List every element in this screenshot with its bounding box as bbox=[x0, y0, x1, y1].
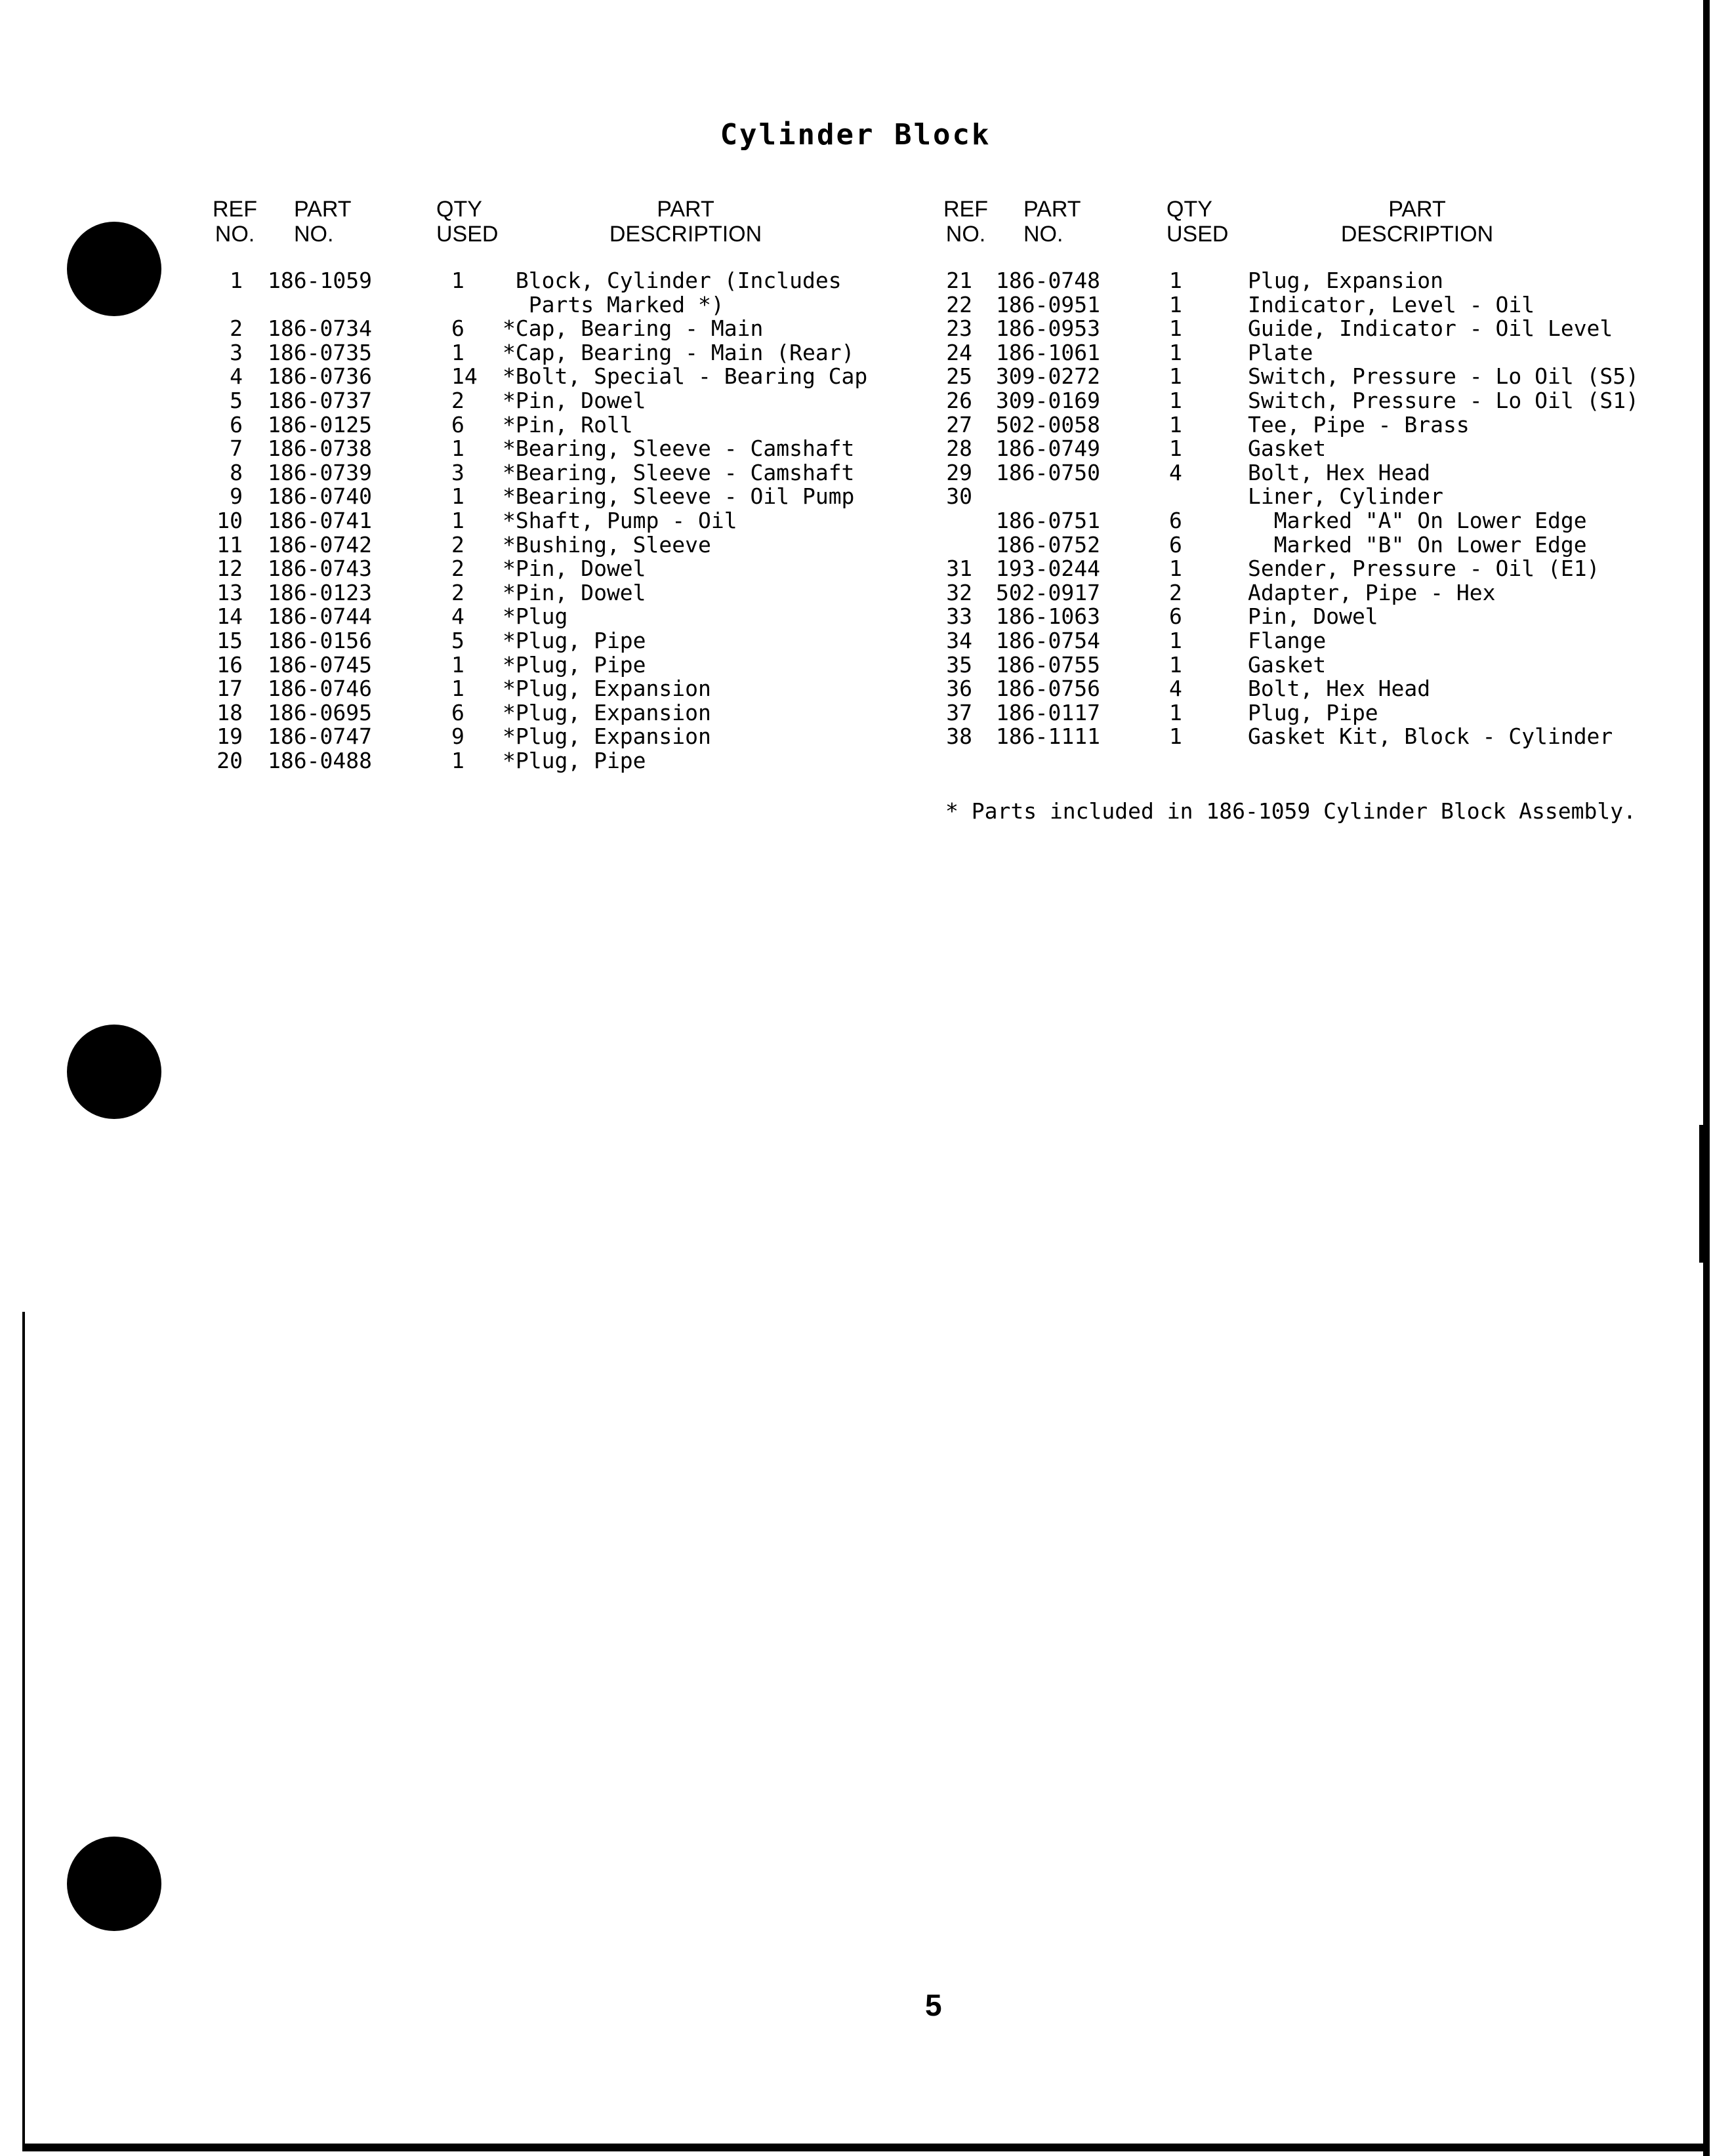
qty-cell: 1 bbox=[451, 339, 464, 365]
qty-cell: 1 bbox=[1169, 436, 1182, 462]
table-row bbox=[190, 629, 886, 653]
part-number-cell: 186-0125 bbox=[268, 411, 372, 437]
table-row bbox=[190, 461, 886, 485]
qty-cell: 1 bbox=[1169, 291, 1182, 317]
table-row bbox=[920, 629, 1701, 653]
ref-cell: 13 bbox=[216, 579, 243, 605]
ref-cell: 22 bbox=[946, 291, 972, 317]
page-edge-mark bbox=[1699, 1125, 1706, 1263]
table-row bbox=[920, 533, 1701, 558]
part-number-cell: 186-0745 bbox=[268, 651, 372, 678]
ref-cell: 18 bbox=[216, 699, 243, 725]
qty-cell: 1 bbox=[451, 268, 464, 293]
description-cell: Gasket Kit, Block - Cylinder bbox=[1248, 723, 1613, 750]
description-cell: Parts Marked *) bbox=[503, 291, 724, 317]
part-number-cell: 186-0156 bbox=[268, 627, 372, 653]
qty-cell: 6 bbox=[451, 411, 464, 437]
ref-cell: 32 bbox=[946, 579, 972, 605]
part-number-cell: 186-0741 bbox=[268, 507, 372, 533]
table-row bbox=[920, 509, 1701, 533]
qty-cell: 6 bbox=[1169, 507, 1182, 533]
part-number-cell: 186-0951 bbox=[996, 291, 1100, 317]
footnote: * Parts included in 186-1059 Cylinder Block Assembly. bbox=[945, 798, 1636, 824]
header-part-no: PART NO. bbox=[1023, 197, 1081, 247]
part-number-cell: 186-0739 bbox=[268, 459, 372, 485]
ref-cell: 16 bbox=[216, 651, 243, 678]
page-border-right bbox=[1703, 0, 1710, 2156]
description-cell: *Bearing, Sleeve - Oil Pump bbox=[503, 483, 855, 510]
qty-cell: 1 bbox=[1169, 411, 1182, 437]
part-number-cell: 186-0695 bbox=[268, 699, 372, 725]
header-description: PART DESCRIPTION bbox=[1340, 197, 1494, 247]
table-row bbox=[920, 437, 1701, 461]
part-number-cell: 186-0735 bbox=[268, 339, 372, 365]
ref-cell: 26 bbox=[946, 387, 972, 413]
ref-cell: 12 bbox=[216, 556, 243, 582]
header-ref: REF NO. bbox=[213, 197, 257, 247]
description-cell: Switch, Pressure - Lo Oil (S1) bbox=[1248, 387, 1639, 413]
part-number-cell: 193-0244 bbox=[996, 556, 1100, 582]
parts-table-right bbox=[920, 269, 1701, 749]
ref-cell: 7 bbox=[230, 436, 243, 462]
table-row bbox=[190, 533, 886, 558]
ref-cell: 1 bbox=[230, 268, 243, 293]
page-number: 5 bbox=[925, 1988, 942, 2022]
description-cell: *Plug, Pipe bbox=[503, 651, 646, 678]
table-row bbox=[190, 749, 886, 773]
description-cell: Tee, Pipe - Brass bbox=[1248, 411, 1470, 437]
ref-cell: 29 bbox=[946, 459, 972, 485]
description-cell: *Plug, Expansion bbox=[503, 676, 711, 702]
description-cell: *Pin, Dowel bbox=[503, 387, 646, 413]
qty-cell: 1 bbox=[1169, 339, 1182, 365]
table-row bbox=[190, 701, 886, 725]
description-cell: *Cap, Bearing - Main (Rear) bbox=[503, 339, 855, 365]
part-number-cell: 186-0123 bbox=[268, 579, 372, 605]
qty-cell: 2 bbox=[1169, 579, 1182, 605]
part-number-cell: 186-0738 bbox=[268, 436, 372, 462]
qty-cell: 2 bbox=[451, 556, 464, 582]
part-number-cell: 186-0736 bbox=[268, 363, 372, 390]
qty-cell: 2 bbox=[451, 387, 464, 413]
ref-cell: 24 bbox=[946, 339, 972, 365]
part-number-cell: 309-0169 bbox=[996, 387, 1100, 413]
table-row bbox=[190, 605, 886, 629]
ref-cell: 34 bbox=[946, 627, 972, 653]
part-number-cell: 186-1111 bbox=[996, 723, 1100, 750]
ref-cell: 15 bbox=[216, 627, 243, 653]
ref-cell: 11 bbox=[216, 531, 243, 558]
description-cell: *Plug, Pipe bbox=[503, 747, 646, 773]
qty-cell: 1 bbox=[451, 676, 464, 702]
table-row bbox=[190, 725, 886, 749]
qty-cell: 14 bbox=[451, 363, 478, 390]
qty-cell: 6 bbox=[451, 315, 464, 342]
page-title: Cylinder Block bbox=[720, 118, 991, 152]
description-cell: *Plug, Pipe bbox=[503, 627, 646, 653]
part-number-cell: 186-1061 bbox=[996, 339, 1100, 365]
description-cell: Switch, Pressure - Lo Oil (S5) bbox=[1248, 363, 1639, 390]
part-number-cell: 186-0756 bbox=[996, 676, 1100, 702]
table-row bbox=[190, 677, 886, 701]
part-number-cell: 309-0272 bbox=[996, 363, 1100, 390]
qty-cell: 1 bbox=[1169, 723, 1182, 750]
qty-cell: 1 bbox=[1169, 363, 1182, 390]
description-cell: *Bolt, Special - Bearing Cap bbox=[503, 363, 868, 390]
table-row bbox=[920, 413, 1701, 437]
part-number-cell: 186-0737 bbox=[268, 387, 372, 413]
qty-cell: 1 bbox=[1169, 556, 1182, 582]
part-number-cell: 502-0058 bbox=[996, 411, 1100, 437]
table-row bbox=[190, 581, 886, 605]
qty-cell: 1 bbox=[1169, 699, 1182, 725]
ref-cell: 14 bbox=[216, 603, 243, 630]
description-cell: *Plug bbox=[503, 603, 568, 630]
header-ref: REF NO. bbox=[943, 197, 988, 247]
ref-cell: 6 bbox=[230, 411, 243, 437]
part-number-cell: 186-0752 bbox=[996, 531, 1100, 558]
qty-cell: 6 bbox=[1169, 531, 1182, 558]
qty-cell: 2 bbox=[451, 531, 464, 558]
description-cell: Liner, Cylinder bbox=[1248, 483, 1444, 510]
description-cell: Flange bbox=[1248, 627, 1327, 653]
qty-cell: 6 bbox=[451, 699, 464, 725]
description-cell: *Bushing, Sleeve bbox=[503, 531, 711, 558]
part-number-cell: 186-0488 bbox=[268, 747, 372, 773]
part-number-cell: 186-0755 bbox=[996, 651, 1100, 678]
qty-cell: 1 bbox=[451, 483, 464, 510]
binder-hole-icon bbox=[67, 1837, 161, 1931]
table-row bbox=[920, 557, 1701, 581]
description-cell: Plug, Pipe bbox=[1248, 699, 1378, 725]
qty-cell: 1 bbox=[1169, 651, 1182, 678]
table-row bbox=[190, 485, 886, 509]
header-qty: QTY USED bbox=[1166, 197, 1229, 247]
ref-cell: 19 bbox=[216, 723, 243, 750]
qty-cell: 4 bbox=[1169, 459, 1182, 485]
description-cell: Pin, Dowel bbox=[1248, 603, 1378, 630]
part-number-cell: 186-0751 bbox=[996, 507, 1100, 533]
description-cell: Gasket bbox=[1248, 436, 1327, 462]
part-number-cell: 186-0747 bbox=[268, 723, 372, 750]
ref-cell: 23 bbox=[946, 315, 972, 342]
ref-cell: 35 bbox=[946, 651, 972, 678]
part-number-cell: 186-0953 bbox=[996, 315, 1100, 342]
part-number-cell: 186-1059 bbox=[268, 268, 372, 293]
part-number-cell: 186-0117 bbox=[996, 699, 1100, 725]
ref-cell: 21 bbox=[946, 268, 972, 293]
table-row bbox=[920, 293, 1701, 317]
description-cell: *Cap, Bearing - Main bbox=[503, 315, 764, 342]
table-row bbox=[920, 269, 1701, 293]
table-row bbox=[920, 725, 1701, 749]
qty-cell: 1 bbox=[1169, 387, 1182, 413]
header-qty: QTY USED bbox=[436, 197, 499, 247]
qty-cell: 1 bbox=[1169, 627, 1182, 653]
table-row bbox=[920, 677, 1701, 701]
table-row bbox=[190, 653, 886, 678]
part-number-cell: 186-0740 bbox=[268, 483, 372, 510]
description-cell: *Plug, Expansion bbox=[503, 699, 711, 725]
table-row bbox=[190, 317, 886, 341]
table-row bbox=[920, 341, 1701, 365]
description-cell: Sender, Pressure - Oil (E1) bbox=[1248, 556, 1600, 582]
qty-cell: 2 bbox=[451, 579, 464, 605]
table-row bbox=[920, 485, 1701, 509]
table-row bbox=[190, 413, 886, 437]
ref-cell: 8 bbox=[230, 459, 243, 485]
part-number-cell: 502-0917 bbox=[996, 579, 1100, 605]
ref-cell: 38 bbox=[946, 723, 972, 750]
part-number-cell: 186-0748 bbox=[996, 268, 1100, 293]
qty-cell: 1 bbox=[1169, 315, 1182, 342]
ref-cell: 4 bbox=[230, 363, 243, 390]
description-cell: Bolt, Hex Head bbox=[1248, 676, 1431, 702]
description-cell: Gasket bbox=[1248, 651, 1327, 678]
qty-cell: 1 bbox=[451, 507, 464, 533]
qty-cell: 1 bbox=[1169, 268, 1182, 293]
ref-cell: 20 bbox=[216, 747, 243, 773]
qty-cell: 1 bbox=[451, 747, 464, 773]
table-row bbox=[920, 581, 1701, 605]
header-part-no: PART NO. bbox=[294, 197, 352, 247]
ref-cell: 36 bbox=[946, 676, 972, 702]
ref-cell: 5 bbox=[230, 387, 243, 413]
table-row bbox=[920, 317, 1701, 341]
header-description: PART DESCRIPTION bbox=[609, 197, 762, 247]
part-number-cell: 186-0744 bbox=[268, 603, 372, 630]
qty-cell: 4 bbox=[1169, 676, 1182, 702]
description-cell: Guide, Indicator - Oil Level bbox=[1248, 315, 1613, 342]
qty-cell: 1 bbox=[451, 436, 464, 462]
part-number-cell: 186-0743 bbox=[268, 556, 372, 582]
description-cell: Indicator, Level - Oil bbox=[1248, 291, 1535, 317]
binder-hole-icon bbox=[67, 222, 161, 316]
ref-cell: 3 bbox=[230, 339, 243, 365]
description-cell: *Bearing, Sleeve - Camshaft bbox=[503, 436, 855, 462]
ref-cell: 9 bbox=[230, 483, 243, 510]
table-row bbox=[190, 557, 886, 581]
ref-cell: 17 bbox=[216, 676, 243, 702]
table-row bbox=[190, 293, 886, 317]
qty-cell: 6 bbox=[1169, 603, 1182, 630]
ref-cell: 31 bbox=[946, 556, 972, 582]
page-border-left bbox=[22, 1312, 25, 2151]
qty-cell: 5 bbox=[451, 627, 464, 653]
table-row bbox=[190, 509, 886, 533]
part-number-cell: 186-0742 bbox=[268, 531, 372, 558]
table-row bbox=[920, 605, 1701, 629]
table-row bbox=[920, 389, 1701, 413]
binder-hole-icon bbox=[67, 1025, 161, 1119]
qty-cell: 1 bbox=[451, 651, 464, 678]
description-cell: *Pin, Dowel bbox=[503, 556, 646, 582]
table-row bbox=[920, 461, 1701, 485]
description-cell: *Shaft, Pump - Oil bbox=[503, 507, 737, 533]
part-number-cell: 186-0749 bbox=[996, 436, 1100, 462]
table-row bbox=[190, 341, 886, 365]
parts-table-left bbox=[190, 269, 886, 773]
table-row bbox=[190, 389, 886, 413]
description-cell: Bolt, Hex Head bbox=[1248, 459, 1431, 485]
table-row bbox=[190, 437, 886, 461]
description-cell: Marked "B" On Lower Edge bbox=[1248, 531, 1587, 558]
table-row bbox=[190, 269, 886, 293]
qty-cell: 3 bbox=[451, 459, 464, 485]
part-number-cell: 186-0750 bbox=[996, 459, 1100, 485]
part-number-cell: 186-0746 bbox=[268, 676, 372, 702]
qty-cell: 9 bbox=[451, 723, 464, 750]
qty-cell: 4 bbox=[451, 603, 464, 630]
table-row bbox=[190, 365, 886, 389]
part-number-cell: 186-1063 bbox=[996, 603, 1100, 630]
description-cell: *Pin, Roll bbox=[503, 411, 633, 437]
table-row bbox=[920, 701, 1701, 725]
description-cell: Plug, Expansion bbox=[1248, 268, 1444, 293]
ref-cell: 28 bbox=[946, 436, 972, 462]
ref-cell: 27 bbox=[946, 411, 972, 437]
description-cell: *Pin, Dowel bbox=[503, 579, 646, 605]
description-cell: Block, Cylinder (Includes bbox=[503, 268, 842, 293]
ref-cell: 30 bbox=[946, 483, 972, 510]
page-border-bottom bbox=[22, 2144, 1710, 2151]
ref-cell: 2 bbox=[230, 315, 243, 342]
ref-cell: 33 bbox=[946, 603, 972, 630]
description-cell: *Bearing, Sleeve - Camshaft bbox=[503, 459, 855, 485]
table-row bbox=[920, 365, 1701, 389]
table-row bbox=[920, 653, 1701, 678]
description-cell: Plate bbox=[1248, 339, 1313, 365]
ref-cell: 37 bbox=[946, 699, 972, 725]
description-cell: *Plug, Expansion bbox=[503, 723, 711, 750]
description-cell: Marked "A" On Lower Edge bbox=[1248, 507, 1587, 533]
description-cell: Adapter, Pipe - Hex bbox=[1248, 579, 1496, 605]
part-number-cell: 186-0754 bbox=[996, 627, 1100, 653]
ref-cell: 25 bbox=[946, 363, 972, 390]
part-number-cell: 186-0734 bbox=[268, 315, 372, 342]
ref-cell: 10 bbox=[216, 507, 243, 533]
